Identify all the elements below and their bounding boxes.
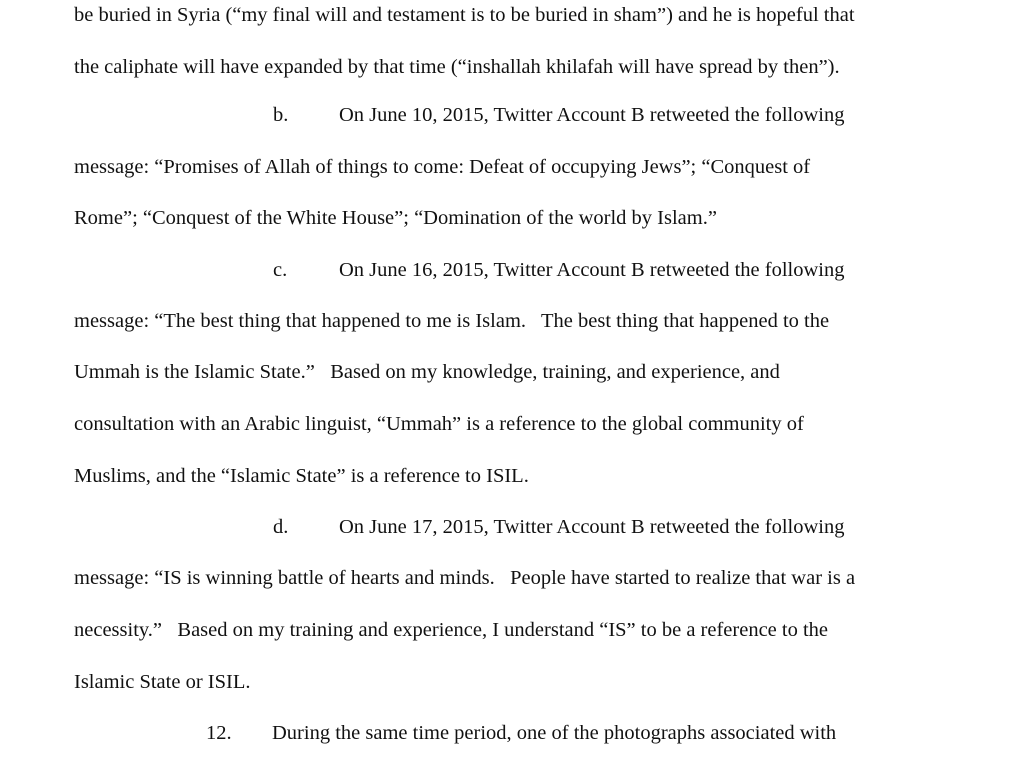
item-d-line-1: On June 17, 2015, Twitter Account B retweeted the following [339, 516, 845, 538]
item-d-line-4: Islamic State or ISIL. [74, 671, 251, 693]
item-b-line-1: On June 10, 2015, Twitter Account B retweeted the following [339, 104, 845, 126]
continuation-line-2: the caliphate will have expanded by that time (“inshallah khilafah will have spread by then”). [74, 56, 840, 78]
item-c-line-4: consultation with an Arabic linguist, “Ummah” is a reference to the global community of [74, 413, 804, 435]
item-d-label: d. [273, 516, 289, 538]
item-b-line-3: Rome”; “Conquest of the White House”; “Domination of the world by Islam.” [74, 207, 717, 229]
item-c-line-3: Ummah is the Islamic State.” Based on my knowledge, training, and experience, and [74, 361, 780, 383]
paragraph-12-number: 12. [206, 722, 232, 744]
item-d-line-3: necessity.” Based on my training and experience, I understand “IS” to be a reference to the [74, 619, 829, 641]
item-b-label: b. [273, 104, 289, 126]
continuation-line-1: be buried in Syria (“my final will and testament is to be buried in sham”) and he is hopeful that [74, 4, 855, 26]
item-c-line-1: On June 16, 2015, Twitter Account B retweeted the following [339, 259, 845, 281]
item-c-line-5: Muslims, and the “Islamic State” is a reference to ISIL. [74, 465, 529, 487]
item-b-line-2: message: “Promises of Allah of things to come: Defeat of occupying Jews”; “Conquest of [74, 156, 811, 178]
paragraph-12-line-1: During the same time period, one of the photographs associated with [272, 722, 837, 744]
item-d-line-2: message: “IS is winning battle of hearts and minds. People have started to realize that war is a [74, 567, 856, 589]
item-c-label: c. [273, 259, 288, 281]
item-c-line-2: message: “The best thing that happened to me is Islam. The best thing that happened to the [74, 310, 830, 332]
